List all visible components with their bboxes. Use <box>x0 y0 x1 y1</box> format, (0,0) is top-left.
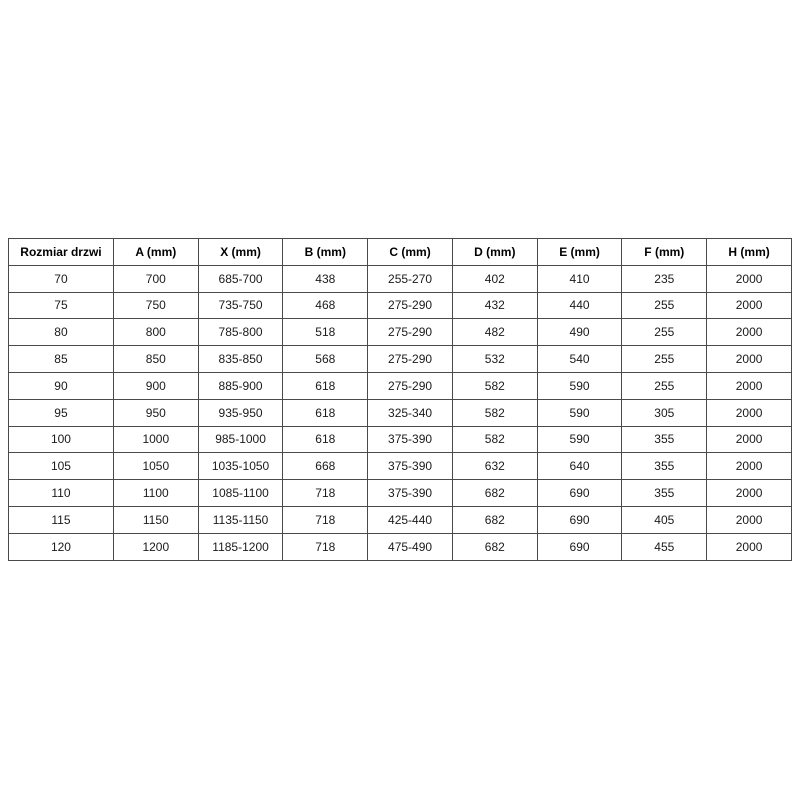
table-cell: 640 <box>537 453 622 480</box>
table-header <box>9 239 792 266</box>
table-cell: 590 <box>537 399 622 426</box>
table-cell: 70 <box>9 265 114 292</box>
column-header-rozmiar-drzwi: Rozmiar drzwi <box>9 239 114 266</box>
table-cell: 785-800 <box>198 319 283 346</box>
table-cell: 800 <box>113 319 198 346</box>
table-cell: 468 <box>283 292 368 319</box>
table-cell: 735-750 <box>198 292 283 319</box>
table-cell: 355 <box>622 453 707 480</box>
column-header-f-mm: F (mm) <box>622 239 707 266</box>
table-cell: 618 <box>283 399 368 426</box>
table-cell: 235 <box>622 265 707 292</box>
table-cell: 1035-1050 <box>198 453 283 480</box>
table-cell: 375-390 <box>368 480 453 507</box>
table-cell: 1000 <box>113 426 198 453</box>
table-cell: 532 <box>452 346 537 373</box>
table-cell: 900 <box>113 372 198 399</box>
column-header-d-mm: D (mm) <box>452 239 537 266</box>
table-cell: 682 <box>452 533 537 560</box>
header-row <box>9 239 792 266</box>
table-cell: 325-340 <box>368 399 453 426</box>
table-cell: 455 <box>622 533 707 560</box>
table-cell: 405 <box>622 506 707 533</box>
table-row <box>9 506 792 533</box>
table-cell: 90 <box>9 372 114 399</box>
table-cell: 2000 <box>707 372 792 399</box>
table-cell: 255 <box>622 346 707 373</box>
table-cell: 1085-1100 <box>198 480 283 507</box>
table-cell: 682 <box>452 506 537 533</box>
table-cell: 120 <box>9 533 114 560</box>
table-row <box>9 265 792 292</box>
table-cell: 540 <box>537 346 622 373</box>
table-cell: 682 <box>452 480 537 507</box>
table-cell: 255 <box>622 372 707 399</box>
table-cell: 690 <box>537 480 622 507</box>
table-row <box>9 319 792 346</box>
table-cell: 668 <box>283 453 368 480</box>
table-cell: 275-290 <box>368 372 453 399</box>
table-cell: 2000 <box>707 453 792 480</box>
table-cell: 618 <box>283 372 368 399</box>
table-cell: 105 <box>9 453 114 480</box>
table-cell: 85 <box>9 346 114 373</box>
table-cell: 935-950 <box>198 399 283 426</box>
table-cell: 95 <box>9 399 114 426</box>
table-cell: 950 <box>113 399 198 426</box>
table-cell: 685-700 <box>198 265 283 292</box>
table-cell: 835-850 <box>198 346 283 373</box>
table-cell: 632 <box>452 453 537 480</box>
table-cell: 432 <box>452 292 537 319</box>
table-cell: 1185-1200 <box>198 533 283 560</box>
table-cell: 1135-1150 <box>198 506 283 533</box>
table-cell: 518 <box>283 319 368 346</box>
table-cell: 2000 <box>707 346 792 373</box>
table-cell: 375-390 <box>368 453 453 480</box>
table-cell: 440 <box>537 292 622 319</box>
column-header-h-mm: H (mm) <box>707 239 792 266</box>
table-cell: 718 <box>283 480 368 507</box>
table-cell: 410 <box>537 265 622 292</box>
table-row <box>9 372 792 399</box>
table-row <box>9 346 792 373</box>
table-cell: 75 <box>9 292 114 319</box>
table-cell: 985-1000 <box>198 426 283 453</box>
table-cell: 475-490 <box>368 533 453 560</box>
table-cell: 850 <box>113 346 198 373</box>
table-cell: 402 <box>452 265 537 292</box>
table-cell: 690 <box>537 533 622 560</box>
table-body <box>9 265 792 560</box>
table-cell: 2000 <box>707 426 792 453</box>
table-cell: 2000 <box>707 480 792 507</box>
table-cell: 425-440 <box>368 506 453 533</box>
table-cell: 110 <box>9 480 114 507</box>
table-row <box>9 480 792 507</box>
table-cell: 275-290 <box>368 319 453 346</box>
table-row <box>9 399 792 426</box>
table-cell: 582 <box>452 399 537 426</box>
table-cell: 582 <box>452 372 537 399</box>
table-cell: 568 <box>283 346 368 373</box>
table-cell: 355 <box>622 480 707 507</box>
table-cell: 618 <box>283 426 368 453</box>
table-cell: 275-290 <box>368 292 453 319</box>
column-header-e-mm: E (mm) <box>537 239 622 266</box>
table-cell: 2000 <box>707 399 792 426</box>
table-cell: 885-900 <box>198 372 283 399</box>
column-header-b-mm: B (mm) <box>283 239 368 266</box>
column-header-c-mm: C (mm) <box>368 239 453 266</box>
table-cell: 490 <box>537 319 622 346</box>
table-row <box>9 533 792 560</box>
table-cell: 255-270 <box>368 265 453 292</box>
table-row <box>9 453 792 480</box>
table-cell: 482 <box>452 319 537 346</box>
table-cell: 1150 <box>113 506 198 533</box>
table-cell: 255 <box>622 292 707 319</box>
table-cell: 115 <box>9 506 114 533</box>
table-cell: 2000 <box>707 506 792 533</box>
table-cell: 2000 <box>707 319 792 346</box>
table-cell: 750 <box>113 292 198 319</box>
table-cell: 2000 <box>707 292 792 319</box>
table-cell: 375-390 <box>368 426 453 453</box>
table-cell: 2000 <box>707 533 792 560</box>
table-cell: 590 <box>537 372 622 399</box>
door-size-table-wrapper <box>8 238 792 561</box>
table-cell: 275-290 <box>368 346 453 373</box>
table-cell: 1050 <box>113 453 198 480</box>
column-header-a-mm: A (mm) <box>113 239 198 266</box>
table-cell: 100 <box>9 426 114 453</box>
table-cell: 2000 <box>707 265 792 292</box>
table-cell: 80 <box>9 319 114 346</box>
table-cell: 1100 <box>113 480 198 507</box>
table-cell: 355 <box>622 426 707 453</box>
table-cell: 1200 <box>113 533 198 560</box>
table-cell: 690 <box>537 506 622 533</box>
table-cell: 582 <box>452 426 537 453</box>
door-size-table <box>8 238 792 561</box>
table-cell: 305 <box>622 399 707 426</box>
table-cell: 255 <box>622 319 707 346</box>
table-cell: 718 <box>283 506 368 533</box>
column-header-x-mm: X (mm) <box>198 239 283 266</box>
table-cell: 718 <box>283 533 368 560</box>
table-cell: 590 <box>537 426 622 453</box>
table-cell: 700 <box>113 265 198 292</box>
table-row <box>9 292 792 319</box>
table-cell: 438 <box>283 265 368 292</box>
table-row <box>9 426 792 453</box>
